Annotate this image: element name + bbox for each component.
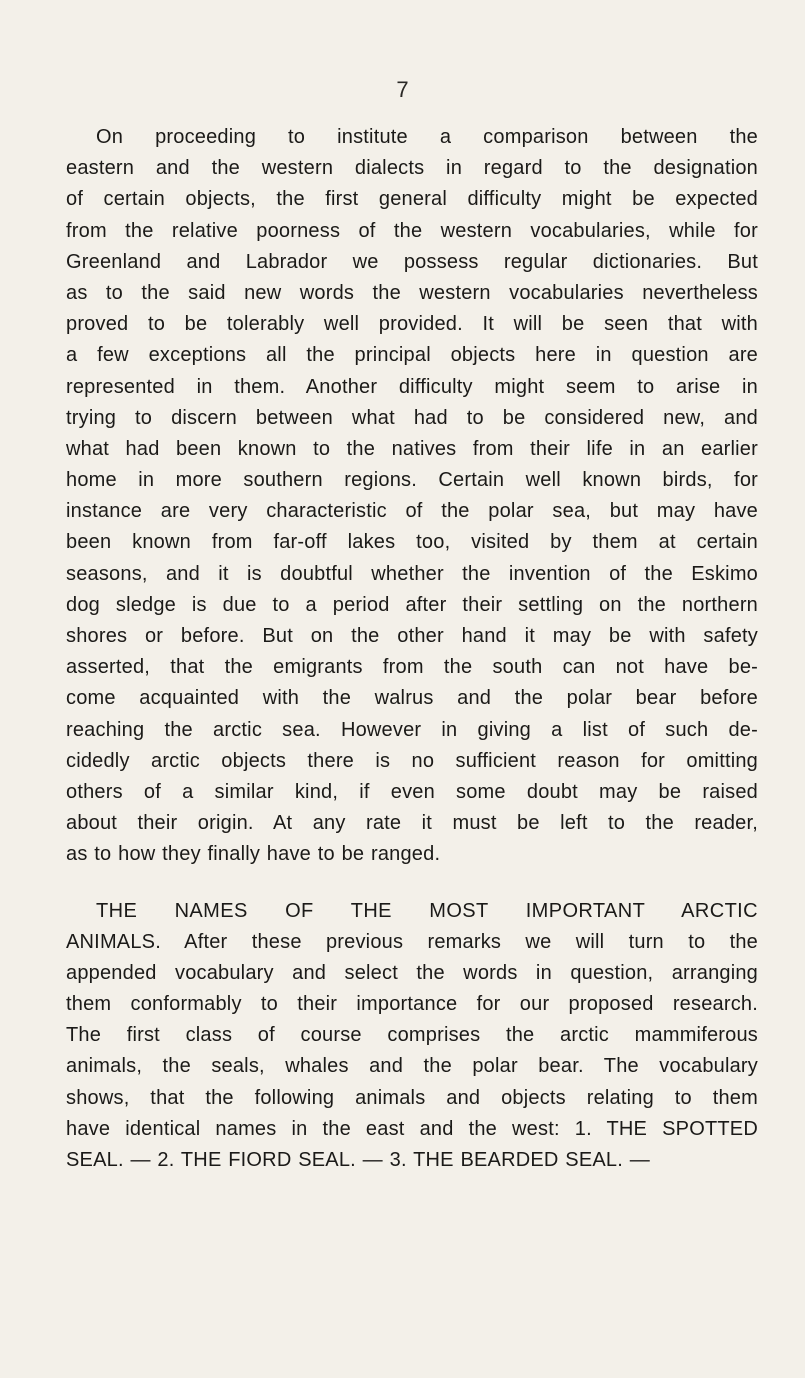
page-number: 7 xyxy=(396,77,409,102)
text-line-content: THE NAMES OF THE MOST IMPORTANT ARCTIC xyxy=(96,899,758,922)
text-line: The first class of course comprises the arctic mammiferous xyxy=(66,1024,758,1047)
text-line: appended vocabulary and select the words in question, arranging xyxy=(66,961,758,984)
text-line: a few exceptions all the principal objects here in question are xyxy=(66,344,758,367)
text-line: of certain objects, the first general difficulty might be expected xyxy=(66,188,758,211)
text-line: eastern and the western dialects in regard to the designation xyxy=(66,157,758,180)
text-line xyxy=(66,122,758,153)
text-line: ANIMALS. After these previous remarks we will turn to the xyxy=(66,930,758,953)
text-line: dog sledge is due to a period after their settling on the northern xyxy=(66,593,758,616)
text-line: been known from far-off lakes too, visited by them at certain xyxy=(66,531,758,554)
text-line: reaching the arctic sea. However in giving a list of such de- xyxy=(66,718,758,741)
text-line: seasons, and it is doubtful whether the invention of the Eskimo xyxy=(66,562,758,585)
paragraph-comparison xyxy=(66,122,758,871)
text-line: cidedly arctic objects there is no sufficient reason for omitting xyxy=(66,749,758,772)
text-line: asserted, that the emigrants from the south can not have be- xyxy=(66,656,758,679)
text-line: have identical names in the east and the west: 1. THE SPOTTED xyxy=(66,1117,758,1140)
body-text xyxy=(66,122,758,1176)
text-line: others of a similar kind, if even some doubt may be raised xyxy=(66,780,758,803)
text-line: about their origin. At any rate it must be left to the reader, xyxy=(66,812,758,835)
text-line: shores or before. But on the other hand it may be with safety xyxy=(66,625,758,647)
text-line-content: On proceeding to institute a comparison between the xyxy=(96,126,758,148)
text-line: them conformably to their importance for our proposed research. xyxy=(66,993,758,1016)
text-line: as to the said new words the western vocabularies nevertheless xyxy=(66,281,758,304)
text-line: home in more southern regions. Certain well known birds, for xyxy=(66,469,758,492)
text-line: represented in them. Another difficulty might seem to arise in xyxy=(66,375,758,398)
text-line: trying to discern between what had to be considered new, and xyxy=(66,406,758,429)
text-line: SEAL. — 2. THE FIORD SEAL. — 3. THE BEARDED SEAL. — xyxy=(66,1149,650,1171)
text-line: come acquainted with the walrus and the polar bear before xyxy=(66,687,758,710)
text-line: what had been known to the natives from their life in an earlier xyxy=(66,437,758,460)
text-line: proved to be tolerably well provided. It will be seen that with xyxy=(66,313,758,336)
text-line: shows, that the following animals and objects relating to them xyxy=(66,1086,758,1109)
text-line: animals, the seals, whales and the polar bear. The vocabulary xyxy=(66,1055,758,1078)
section-heading-line xyxy=(66,896,758,927)
paragraph-arctic-animals xyxy=(66,896,758,1177)
text-line: instance are very characteristic of the polar sea, but may have xyxy=(66,500,758,523)
text-line: as to how they finally have to be ranged. xyxy=(66,843,441,866)
text-line: Greenland and Labrador we possess regular dictionaries. But xyxy=(66,250,758,273)
text-line: from the relative poorness of the western vocabularies, while for xyxy=(66,219,758,242)
